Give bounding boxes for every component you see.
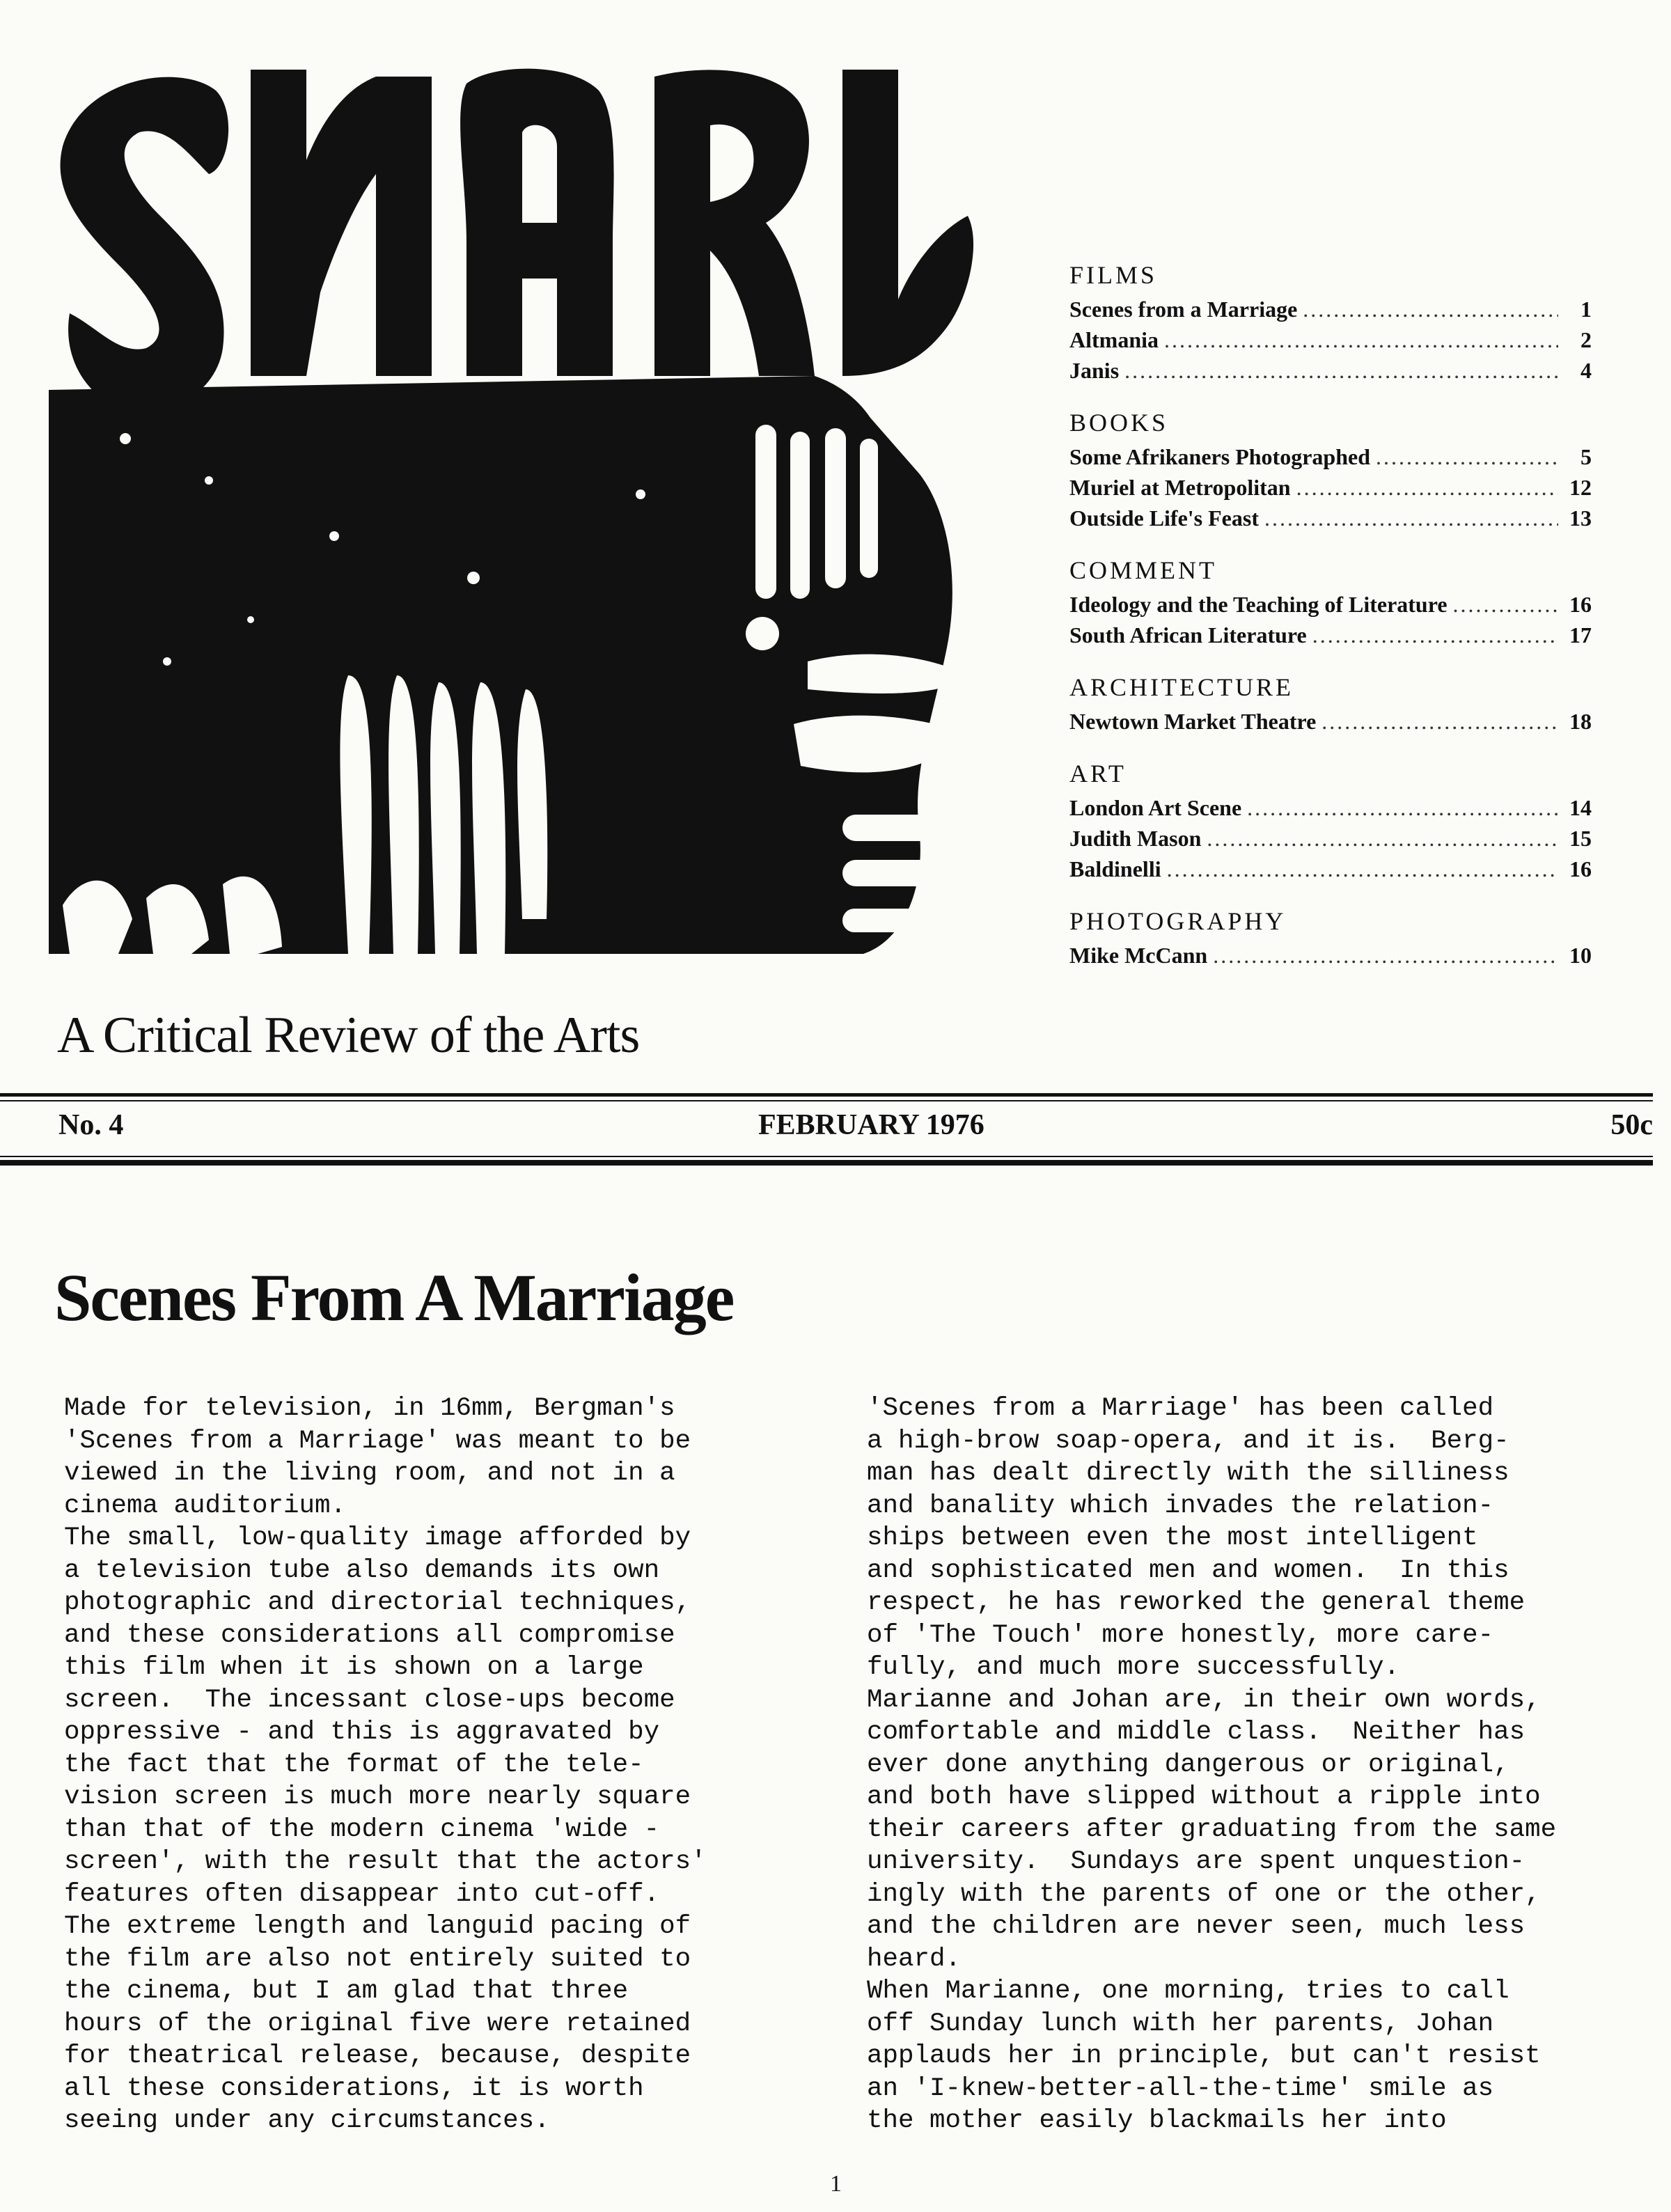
article-line: the film are also not entirely suited to xyxy=(64,1944,691,1974)
toc-entry-title: Some Afrikaners Photographed xyxy=(1069,444,1370,469)
toc-leader-dots xyxy=(1167,854,1558,884)
article-line: and sophisticated men and women. In this xyxy=(867,1555,1509,1585)
toc-entry-page: 13 xyxy=(1569,505,1592,531)
article-line: all these considerations, it is worth xyxy=(64,2073,644,2103)
toc-entry-title: Ideology and the Teaching of Literature xyxy=(1069,592,1448,617)
article-line: applauds her in principle, but can't resist xyxy=(867,2041,1541,2071)
article-line: 'Scenes from a Marriage' has been called xyxy=(867,1394,1494,1423)
issue-price: 50c xyxy=(1610,1109,1653,1141)
article-line: 'Scenes from a Marriage' was meant to be xyxy=(64,1426,691,1456)
article-line: the fact that the format of the tele- xyxy=(64,1750,644,1780)
article-line: photographic and directorial techniques, xyxy=(64,1588,691,1617)
toc-leader-dots xyxy=(1303,294,1558,324)
table-of-contents xyxy=(1069,259,1592,991)
toc-leader-dots xyxy=(1376,441,1558,472)
article-line: and banality which invades the relation- xyxy=(867,1491,1494,1521)
toc-entry-title: Judith Mason xyxy=(1069,826,1202,851)
toc-entry-page: 18 xyxy=(1569,709,1592,734)
toc-entry-title: Muriel at Metropolitan xyxy=(1069,475,1291,500)
toc-entry xyxy=(1069,620,1592,650)
bottom-rule xyxy=(0,1160,1653,1166)
article-line: screen', with the result that the actors' xyxy=(64,1847,707,1876)
article-line: a high-brow soap-opera, and it is. Berg- xyxy=(867,1426,1509,1456)
toc-entry xyxy=(1069,355,1592,386)
article-line: heard. xyxy=(867,1944,962,1974)
toc-entry-title: Newtown Market Theatre xyxy=(1069,709,1317,734)
article-line: The extreme length and languid pacing of xyxy=(64,1912,691,1941)
toc-leader-dots xyxy=(1207,823,1558,854)
toc-entry-page: 16 xyxy=(1569,856,1592,881)
article-line: off Sunday lunch with her parents, Johan xyxy=(867,2009,1494,2039)
article-line: When Marianne, one morning, tries to call xyxy=(867,1977,1509,2006)
article-line: vision screen is much more nearly square xyxy=(64,1782,691,1812)
article-line: ingly with the parents of one or the other, xyxy=(867,1879,1541,1909)
toc-section-heading: ART xyxy=(1069,760,1127,787)
article-headline: Scenes From A Marriage xyxy=(54,1260,734,1335)
toc-section-heading: BOOKS xyxy=(1069,409,1169,437)
toc-entry xyxy=(1069,324,1592,355)
toc-entry-page: 5 xyxy=(1580,444,1592,469)
article-line: seeing under any circumstances. xyxy=(64,2106,550,2135)
toc-section-heading: PHOTOGRAPHY xyxy=(1069,907,1287,935)
tagline: A Critical Review of the Arts xyxy=(57,1007,640,1064)
toc-leader-dots xyxy=(1321,706,1558,737)
toc-section xyxy=(1069,905,1592,971)
toc-entry-title: Altmania xyxy=(1069,327,1159,352)
article-line: hours of the original five were retained xyxy=(64,2009,691,2039)
toc-entry xyxy=(1069,589,1592,620)
top-rule xyxy=(0,1093,1653,1097)
toc-entry-page: 16 xyxy=(1569,592,1592,617)
toc-entry-title: South African Literature xyxy=(1069,622,1307,648)
page-number: 1 xyxy=(830,2171,842,2197)
toc-entry-page: 10 xyxy=(1569,943,1592,968)
toc-entry xyxy=(1069,823,1592,854)
top-rule-thin xyxy=(0,1100,1653,1101)
toc-entry xyxy=(1069,472,1592,503)
toc-section xyxy=(1069,554,1592,650)
article-line: a television tube also demands its own xyxy=(64,1555,660,1585)
article-line: oppressive - and this is aggravated by xyxy=(64,1718,660,1747)
toc-leader-dots xyxy=(1264,503,1558,533)
toc-entry xyxy=(1069,854,1592,884)
toc-leader-dots xyxy=(1213,940,1558,971)
article-line: and the children are never seen, much less xyxy=(867,1912,1525,1941)
article-line: their careers after graduating from the same xyxy=(867,1814,1557,1844)
article-column-left xyxy=(64,1393,788,2138)
article-line: and both have slipped without a ripple into xyxy=(867,1782,1541,1812)
toc-leader-dots xyxy=(1247,792,1558,823)
article-line: this film when it is shown on a large xyxy=(64,1653,644,1682)
article-line: comfortable and middle class. Neither has xyxy=(867,1718,1525,1747)
toc-entry xyxy=(1069,792,1592,823)
toc-entry xyxy=(1069,940,1592,971)
toc-entry xyxy=(1069,706,1592,737)
toc-leader-dots xyxy=(1124,355,1558,386)
snarl-logo xyxy=(42,49,1003,1010)
toc-leader-dots xyxy=(1312,620,1558,650)
toc-entry-page: 12 xyxy=(1569,475,1592,500)
article-line: an 'I-knew-better-all-the-time' smile as xyxy=(867,2073,1494,2103)
toc-section xyxy=(1069,407,1592,533)
article-column-right xyxy=(867,1393,1591,2138)
article-line: Made for television, in 16mm, Bergman's xyxy=(64,1394,675,1423)
bottom-rule-thin xyxy=(0,1156,1653,1157)
article-line: respect, he has reworked the general theme xyxy=(867,1588,1525,1617)
toc-entry-title: Outside Life's Feast xyxy=(1069,505,1259,531)
toc-section-heading: COMMENT xyxy=(1069,556,1218,584)
toc-entry xyxy=(1069,503,1592,533)
toc-entry-page: 2 xyxy=(1580,327,1592,352)
article-line: the cinema, but I am glad that three xyxy=(64,1977,629,2006)
article-line: features often disappear into cut-off. xyxy=(64,1879,660,1909)
toc-entry-page: 14 xyxy=(1569,795,1592,820)
toc-leader-dots xyxy=(1164,324,1558,355)
article-line: viewed in the living room, and not in a xyxy=(64,1459,675,1488)
article-line: university. Sundays are spent unquestion- xyxy=(867,1847,1525,1876)
article-line: of 'The Touch' more honestly, more care- xyxy=(867,1620,1494,1650)
article-line: ships between even the most intelligent xyxy=(867,1523,1478,1553)
article-line: for theatrical release, because, despite xyxy=(64,2041,691,2071)
toc-section-heading: FILMS xyxy=(1069,261,1158,289)
toc-entry-page: 17 xyxy=(1569,622,1592,648)
toc-entry-page: 1 xyxy=(1580,297,1592,322)
article-line: fully, and much more successfully. xyxy=(867,1653,1400,1682)
toc-section xyxy=(1069,671,1592,737)
toc-entry-page: 4 xyxy=(1580,358,1592,383)
issue-bar xyxy=(0,1108,1653,1150)
toc-section xyxy=(1069,259,1592,386)
article-line: cinema auditorium. xyxy=(64,1491,347,1521)
article-line: and these considerations all compromise xyxy=(64,1620,675,1650)
toc-entry xyxy=(1069,294,1592,324)
article-line: ever done anything dangerous or original, xyxy=(867,1750,1509,1780)
toc-section xyxy=(1069,758,1592,884)
toc-entry-page: 15 xyxy=(1569,826,1592,851)
article-line: screen. The incessant close-ups become xyxy=(64,1685,675,1715)
article-line: the mother easily blackmails her into xyxy=(867,2106,1447,2135)
toc-leader-dots xyxy=(1453,589,1558,620)
toc-entry-title: Mike McCann xyxy=(1069,943,1208,968)
toc-entry-title: London Art Scene xyxy=(1069,795,1242,820)
issue-number: No. 4 xyxy=(58,1109,124,1141)
article-line: than that of the modern cinema 'wide - xyxy=(64,1814,660,1844)
article-line: Marianne and Johan are, in their own words, xyxy=(867,1685,1541,1715)
article-line: The small, low-quality image afforded by xyxy=(64,1523,691,1553)
toc-entry xyxy=(1069,441,1592,472)
issue-date: FEBRUARY 1976 xyxy=(758,1109,984,1141)
toc-section-heading: ARCHITECTURE xyxy=(1069,673,1294,701)
article-line: man has dealt directly with the silliness xyxy=(867,1459,1509,1488)
toc-entry-title: Baldinelli xyxy=(1069,856,1161,881)
toc-entry-title: Scenes from a Marriage xyxy=(1069,297,1298,322)
toc-leader-dots xyxy=(1296,472,1558,503)
toc-entry-title: Janis xyxy=(1069,358,1120,383)
